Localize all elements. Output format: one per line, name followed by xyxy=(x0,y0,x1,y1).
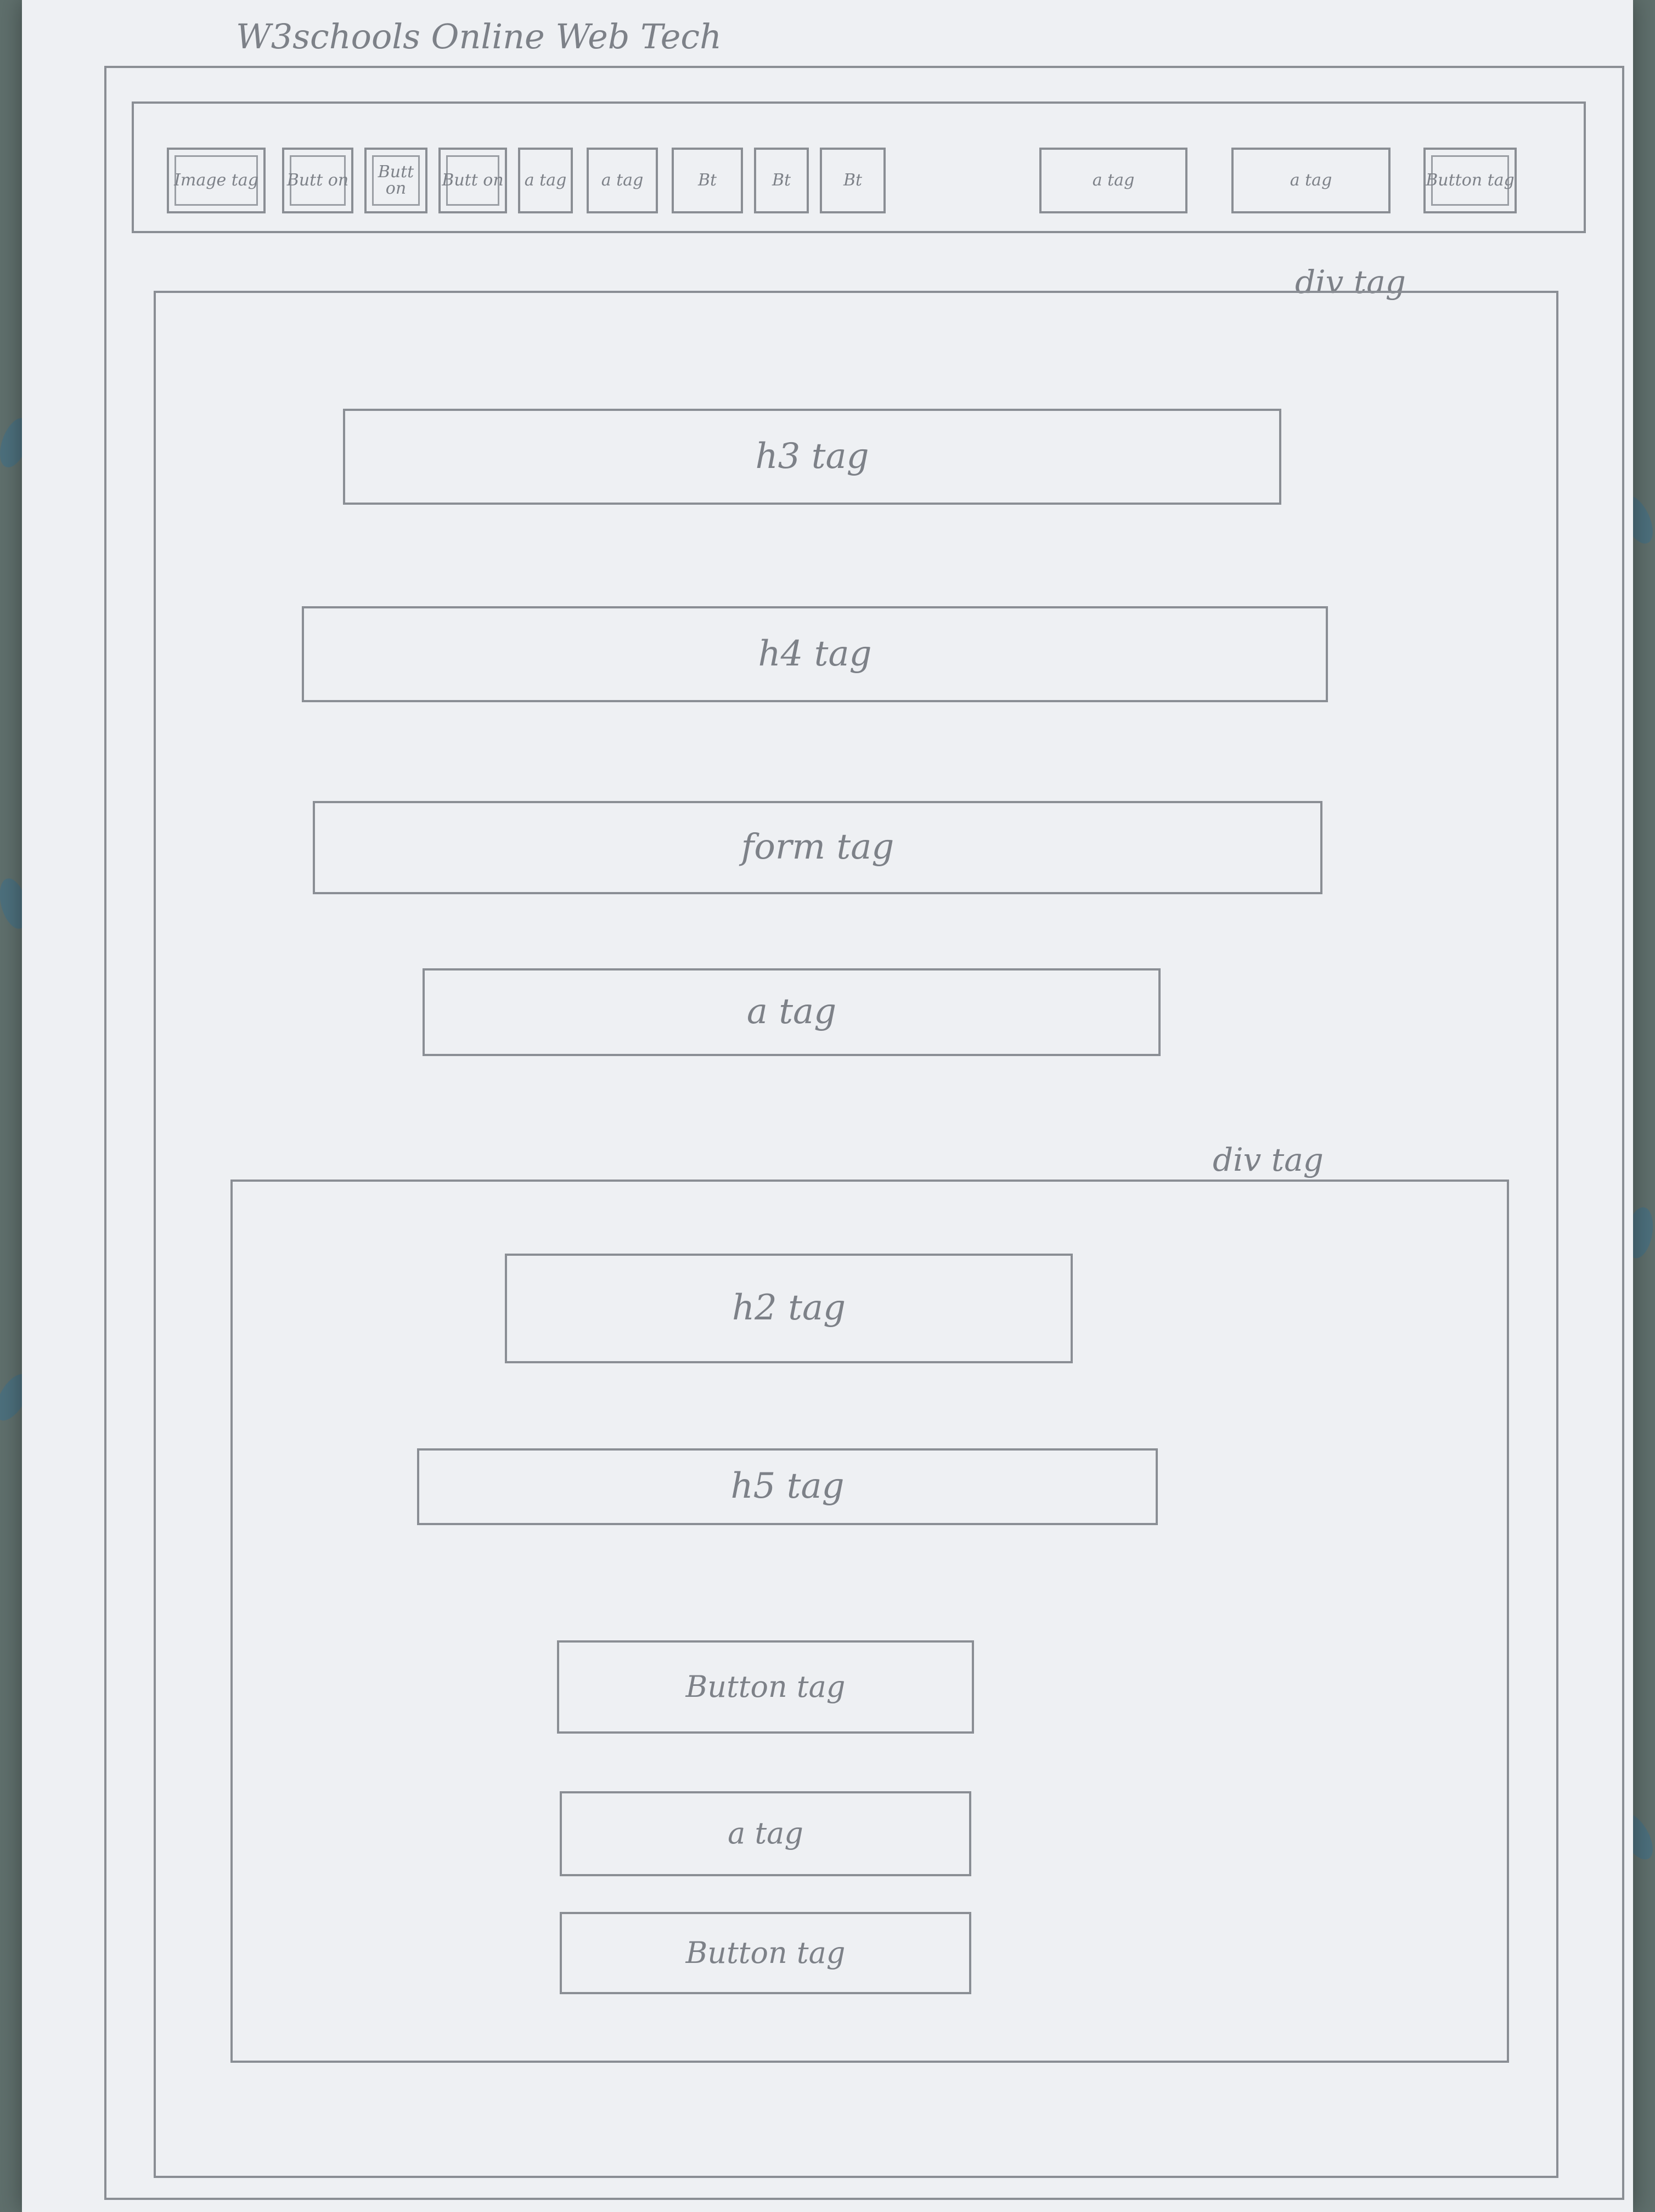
nav-button-2[interactable]: Butt on xyxy=(364,148,427,213)
nav-link-2[interactable]: a tag xyxy=(587,148,658,213)
wireframe-paper xyxy=(22,0,1633,2212)
form-block: form tag xyxy=(313,801,1322,894)
link-block[interactable]: a tag xyxy=(423,968,1161,1056)
nav-button-5[interactable]: Bt xyxy=(754,148,809,213)
nav-link-3[interactable]: a tag xyxy=(1039,148,1187,213)
link-block-2[interactable]: a tag xyxy=(560,1791,971,1876)
h3-block: h3 tag xyxy=(343,409,1281,505)
header-bar xyxy=(132,101,1586,233)
nav-button-4[interactable]: Bt xyxy=(672,148,743,213)
nav-button-3[interactable]: Butt on xyxy=(438,148,507,213)
nav-button-7[interactable]: Button tag xyxy=(1423,148,1517,213)
h4-block: h4 tag xyxy=(302,606,1328,702)
nav-button-6[interactable]: Bt xyxy=(820,148,886,213)
main-div-label: div tag xyxy=(1295,263,1406,301)
nav-button-1[interactable]: Butt on xyxy=(282,148,353,213)
nav-image[interactable]: Image tag xyxy=(167,148,266,213)
h2-block: h2 tag xyxy=(505,1254,1073,1363)
page-title: W3schools Online Web Tech xyxy=(236,16,722,57)
button-block-2[interactable]: Button tag xyxy=(560,1912,971,1994)
nav-link-4[interactable]: a tag xyxy=(1231,148,1391,213)
nav-link-1[interactable]: a tag xyxy=(518,148,573,213)
inner-div-label: div tag xyxy=(1213,1141,1324,1178)
button-block-1[interactable]: Button tag xyxy=(557,1640,974,1734)
h5-block: h5 tag xyxy=(417,1448,1158,1525)
